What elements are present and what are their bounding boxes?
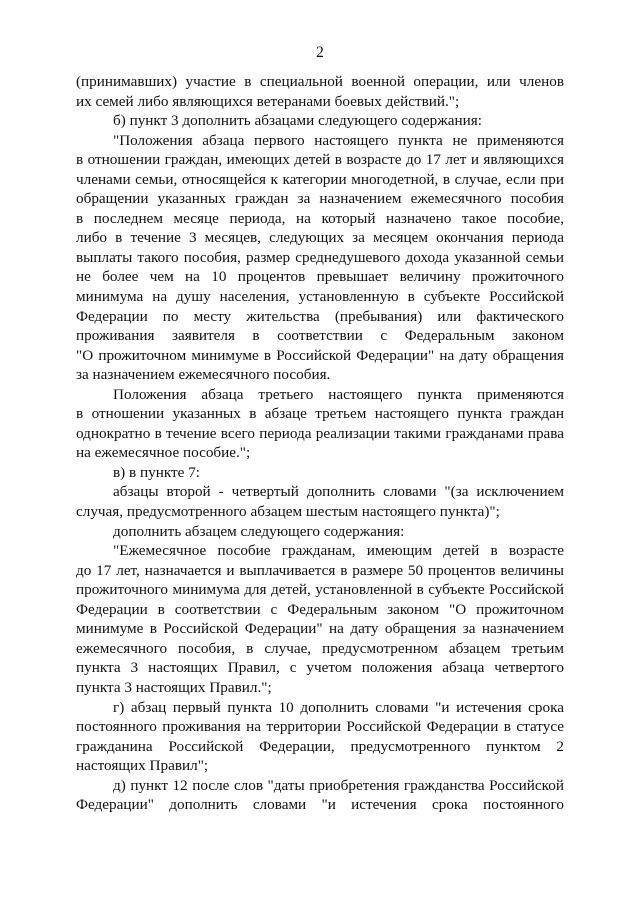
text-line: минимума на душу населения, установленную в субъекте Российской (76, 288, 564, 306)
text-line: прожиточного минимума для детей, установленной в субъекте Российской (76, 581, 564, 599)
text-line: пункта 3 настоящих Правил."; (76, 678, 272, 696)
text-line: до 17 лет, назначается и выплачивается в размере 50 процентов величины (76, 561, 564, 579)
text-line: д) пункт 12 после слов "даты приобретения гражданства Российской (113, 776, 564, 794)
text-line: б) пункт 3 дополнить абзацами следующего содержания: (113, 112, 482, 130)
document-body (76, 72, 564, 815)
text-line: в отношении граждан, имеющих детей в возрасте до 17 лет и являющихся (76, 151, 564, 169)
text-line: обращении указанных граждан за назначением ежемесячного пособия (76, 190, 564, 208)
text-line: не более чем на 10 процентов превышает величину прожиточного (76, 268, 564, 286)
text-line: пункта 3 настоящих Правил, с учетом положения абзаца четвертого (76, 659, 564, 677)
text-line: однократно в течение всего периода реализации такими гражданами права (76, 424, 564, 442)
text-line: гражданина Российской Федерации, предусмотренного пунктом 2 (76, 737, 564, 755)
text-line: минимуме в Российской Федерации" на дату обращения за назначением (76, 620, 564, 638)
text-line: за назначением ежемесячного пособия. (76, 366, 331, 384)
text-line: членами семьи, относящейся к категории многодетной, в случае, если при (76, 170, 564, 188)
text-line: Положения абзаца третьего настоящего пункта применяются (113, 385, 564, 403)
text-line: Федерации в соответствии с Федеральным законом "О прожиточном (76, 600, 564, 618)
text-line: "Ежемесячное пособие гражданам, имеющим детей в возрасте (113, 542, 564, 560)
text-line: Федерации по месту жительства (пребывания) или фактического (76, 307, 564, 325)
text-line: случая, предусмотренного абзацем шестым настоящего пункта)"; (76, 503, 500, 521)
text-line: абзацы второй - четвертый дополнить словами "(за исключением (113, 483, 564, 501)
page-number: 2 (316, 44, 324, 61)
text-line: настоящих Правил"; (76, 757, 209, 775)
text-line: Федерации" дополнить словами "и истечения срока постоянного (76, 796, 564, 814)
text-line: их семей либо являющихся ветеранами боевых действий."; (76, 92, 460, 110)
text-line: ежемесячного пособия, в случае, предусмотренном абзацем третьим (76, 639, 564, 657)
text-line: в отношении указанных в абзаце третьем настоящего пункта граждан (76, 405, 564, 423)
text-line: г) абзац первый пункта 10 дополнить словами "и истечения срока (113, 698, 564, 716)
text-line: на ежемесячное пособие."; (76, 444, 251, 462)
text-line: постоянного проживания на территории Российской Федерации в статусе (76, 718, 564, 736)
text-line: дополнить абзацем следующего содержания: (113, 522, 405, 540)
text-line: "Положения абзаца первого настоящего пункта не применяются (113, 131, 564, 149)
text-line: в последнем месяце периода, на который назначено такое пособие, (76, 209, 564, 227)
text-line: выплаты такого пособия, размер среднедушевого дохода указанной семьи (76, 248, 564, 266)
text-line: "О прожиточном минимуме в Российской Федерации" на дату обращения (76, 346, 564, 364)
text-line: проживания заявителя в соответствии с Федеральным законом (76, 327, 564, 345)
text-line: либо в течение 3 месяцев, следующих за месяцем окончания периода (76, 229, 564, 247)
text-line: в) в пункте 7: (113, 463, 201, 481)
text-line: (принимавших) участие в специальной военной операции, или членов (76, 73, 564, 90)
